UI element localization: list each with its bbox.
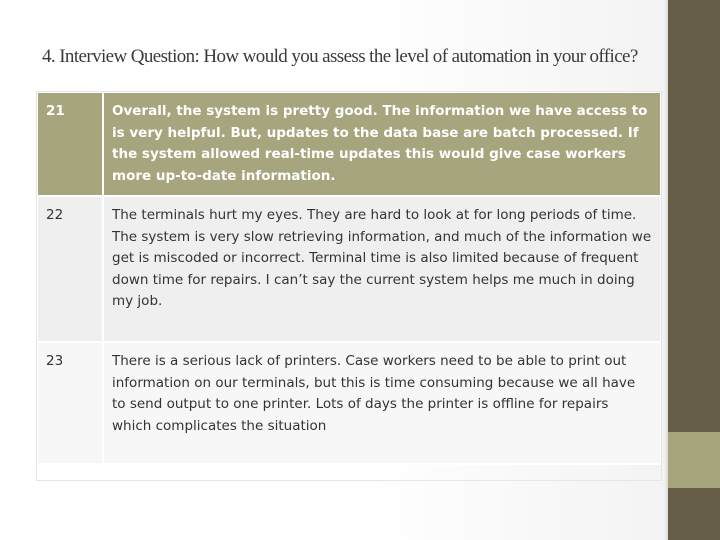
response-text: The terminals hurt my eyes. They are hard to look at for long periods of time. The system is very slow retrieving information, and much of the information we get is miscoded or incorrect. Terminal time is also limited because of frequent down time for repairs. I can’t say the current system helps me much in doing my job. [103, 196, 661, 342]
response-number: 22 [37, 196, 103, 342]
response-text: There is a serious lack of printers. Case workers need to be able to print out information on our terminals, but this is time consuming because we all have to send output to one printer. Lots of days the printer is offline for repairs which complicates the situation [103, 342, 661, 464]
decorative-sidebar-accent [668, 432, 720, 488]
table-row [37, 342, 661, 464]
response-number: 23 [37, 342, 103, 464]
response-text: Overall, the system is pretty good. The information we have access to is very helpful. But, updates to the data base are batch processed. If the system allowed real-time updates this would give case workers more up-to-date information. [103, 92, 661, 196]
table-row [37, 196, 661, 342]
table-row [37, 92, 661, 196]
responses-table [36, 91, 662, 465]
slide-title: 4. Interview Question: How would you assess the level of automation in your office? [42, 46, 638, 67]
response-number: 21 [37, 92, 103, 196]
